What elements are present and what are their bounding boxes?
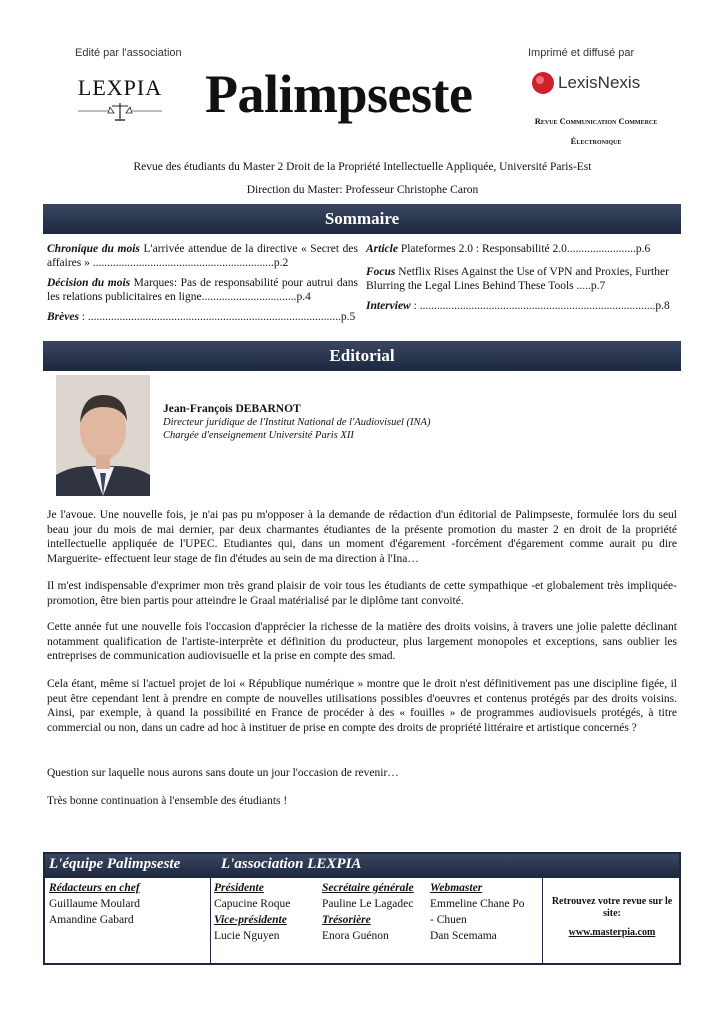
- page-title: Palimpseste: [205, 64, 473, 124]
- toc-item-label: Brèves: [47, 311, 79, 323]
- editorial-paragraph: Cela étant, même si l'actuel projet de loi « République numérique » montre que le droit n'est définitivement pas une discipline figée, il peut être cependant lent à prendre en compte de nouvelles utilisations possibles d'oeuvres et contenus protégés par des droits voisins. Ainsi, par exemple, à quand la possibilité en France de procéder à des « fouilles » de programmes audiovisuels protégés, à titre commercial ou non, dans un cadre ad hoc à instituer de prise en compte des droits de propriété littéraire et artistique concernés ?: [47, 678, 677, 734]
- lexpia-logo: [72, 75, 168, 123]
- toc-item-chronique[interactable]: [47, 242, 358, 270]
- toc-item-decision[interactable]: [47, 276, 358, 304]
- president-name: Capucine Roque: [214, 898, 291, 910]
- secretary-name: Pauline Le Lagadec: [322, 898, 414, 910]
- treasurer-name: Enora Guénon: [322, 930, 389, 942]
- footer-divider: [542, 878, 543, 963]
- author-photo: [56, 375, 150, 496]
- editorial-paragraph: Il m'est indispensable d'exprimer mon très grand plaisir de voir tous les étudiants de cette sympathique -et globalement très impliquée- promotion, être bien partis pour atteindre le Graal matérialisé par le diplôme tant convoité.: [47, 580, 677, 607]
- lexpia-logo-text: LEXPIA: [77, 75, 163, 100]
- webmaster-column: [430, 880, 525, 944]
- scales-icon: [72, 101, 168, 123]
- editorial-heading: Editorial: [43, 341, 681, 371]
- team-heading: L'équipe Palimpseste: [49, 856, 181, 872]
- toc-item-label: Chronique du mois: [47, 243, 140, 255]
- printed-by-label: Imprimé et diffusé par: [528, 47, 635, 59]
- webmaster-name: Dan Scemama: [430, 930, 497, 942]
- editorial-paragraph: Question sur laquelle nous aurons sans doute un jour l'occasion de revenir…: [47, 767, 399, 779]
- author-role-1: Directeur juridique de l'Institut National de l'Audiovisuel (INA): [163, 417, 431, 428]
- editor-name: Amandine Gabard: [49, 914, 134, 926]
- toc-item-text: Plateformes 2.0 : Responsabilité 2.0........................p.6: [397, 243, 651, 255]
- sommaire-heading: Sommaire: [43, 204, 681, 234]
- toc-item-focus[interactable]: [366, 265, 678, 293]
- toc-item-label: Article: [366, 243, 398, 255]
- site-info: [547, 896, 677, 939]
- toc-item-label: Décision du mois: [47, 277, 131, 289]
- author-name: Jean-François DEBARNOT: [163, 403, 301, 415]
- review-subtitle: Revue des étudiants du Master 2 Droit de la Propriété Intellectuelle Appliquée, Université Paris-Est: [133, 161, 592, 173]
- site-text: Retrouvez votre revue sur le site:: [551, 896, 673, 919]
- toc-item-article[interactable]: [366, 242, 678, 256]
- association-heading: L'association LEXPIA: [221, 856, 362, 872]
- editor-name: Guillaume Moulard: [49, 898, 141, 910]
- footer-header-bar: [45, 854, 679, 878]
- author-role-2: Chargée d'enseignement Université Paris XII: [163, 430, 354, 441]
- secretary-role: Secrétaire générale: [322, 882, 414, 894]
- editorial-paragraph: Je l'avoue. Une nouvelle fois, je n'ai pas pu m'opposer à la demande de rédaction d'un éditorial de Palimpseste, formulée lors du seul beau jour du mois de mai dernier, par deux charmantes étudiantes de la présente promotion du master 2 en droit de la propriété intellectuelle appliquée de l'UPEC. Etudiantes qui, dans un moment d'égarement -forcément d'égarement comme aurait pu dire Marguerite- effectuent leur stage de fin d'études au sein de ma direction à l'Ina…: [47, 509, 677, 565]
- toc-right-column: [366, 242, 678, 313]
- toc-item-label: Focus: [366, 266, 396, 278]
- editors-column: [49, 880, 140, 928]
- toc-item-text: : ..................................................................................p.8: [410, 300, 670, 312]
- lexisnexis-emblem-icon: [530, 70, 556, 96]
- master-direction: Direction du Master: Professeur Christophe Caron: [246, 184, 479, 196]
- toc-item-interview[interactable]: [366, 299, 678, 313]
- toc-item-breves[interactable]: [47, 310, 358, 324]
- edited-by-label: Edité par l'association: [75, 47, 182, 59]
- footer-divider: [210, 878, 211, 963]
- treasurer-role: Trésorière: [322, 914, 371, 926]
- lexis-subtitle: [520, 111, 672, 151]
- site-link[interactable]: www.masterpia.com: [568, 927, 656, 938]
- toc-item-text: : ........................................................................................p.5: [78, 311, 356, 323]
- editorial-paragraph: Cette année fut une nouvelle fois l'occasion d'apprécier la richesse de la matière des droits voisins, à travers une jolie palette déclinant notamment qualification de l'artiste-interprète et définition du producteur, plus largement monopoles et exceptions, sans oublier les entreprises de communication audiovisuelle et la prise en compte des smad.: [47, 621, 677, 662]
- secretary-column: [322, 880, 414, 944]
- lexis-subtitle-line1: Revue Communication Commerce: [534, 116, 658, 126]
- vice-president-role: Vice-présidente: [214, 914, 287, 926]
- toc-item-text: Netflix Rises Against the Use of VPN and Proxies, Further Blurring the Legal Lines Behind These Tools .....p.7: [366, 266, 669, 292]
- lexisnexis-logo-text: LexisNexis: [558, 73, 641, 92]
- toc-item-text: Marques: Pas de responsabilité pour autrui dans les relations publicitaires en ligne.................................p.4: [47, 277, 358, 303]
- author-portrait-icon: [56, 375, 150, 496]
- president-role: Présidente: [214, 882, 264, 894]
- editors-role: Rédacteurs en chef: [49, 882, 140, 894]
- vice-president-name: Lucie Nguyen: [214, 930, 280, 942]
- editorial-paragraph: Très bonne continuation à l'ensemble des étudiants !: [47, 795, 288, 807]
- webmaster-role: Webmaster: [430, 882, 483, 894]
- toc-left-column: [47, 242, 358, 324]
- webmaster-name: Emmeline Chane Po: [430, 898, 525, 910]
- webmaster-name: - Chuen: [430, 914, 467, 926]
- footer-team-box: [43, 852, 681, 965]
- toc-item-text: L'arrivée attendue de la directive « Secret des affaires » ...............................................................p.2: [47, 243, 358, 269]
- toc-item-label: Interview: [366, 300, 411, 312]
- lexisnexis-logo: [530, 70, 670, 96]
- president-column: [214, 880, 290, 944]
- lexis-subtitle-line2: Électronique: [570, 136, 622, 146]
